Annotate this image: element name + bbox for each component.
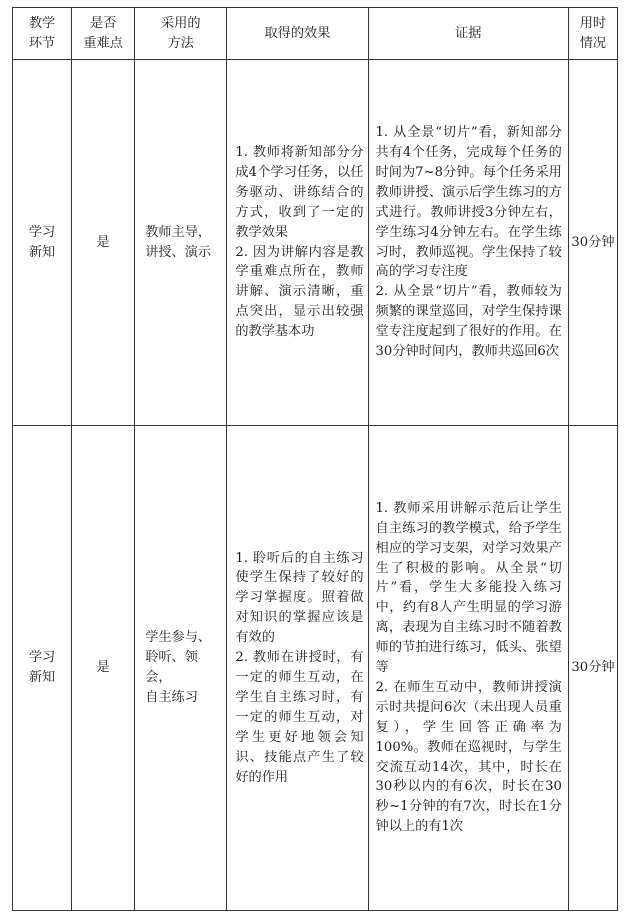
key-point-cell: 是 (72, 60, 135, 426)
header-evidence: 证据 (368, 8, 568, 60)
header-time: 用时 情况 (568, 8, 617, 60)
effect-cell: 1. 教师将新知部分分成4个学习任务，以任务驱动、讲练结合的方式，收到了一定的教学效果 2. 因为讲解内容是教学重难点所在，教师讲解、演示清晰，重点突出，显示出较强的教学基本功 (227, 60, 368, 426)
evidence-cell: 1. 从全景“切片”看，新知部分共有4个任务，完成每个任务的时间为7~8分钟。每个任务采用教师讲授、演示后学生练习的方式进行。教师讲授3分钟左右，学生练习4分钟左右。在学生练习时，教师巡视。学生保持了较高的学习专注度 2. 从全景“切片”看，教师较为频繁的课堂巡回，对学生保持课堂专注度起到了很好的作用。在30分钟时间内，教师共巡回6次 (368, 60, 568, 426)
header-effect: 取得的效果 (227, 8, 368, 60)
header-method: 采用的 方法 (135, 8, 227, 60)
table-row (13, 60, 618, 426)
stage-cell: 学习 新知 (13, 60, 72, 426)
method-cell: 学生参与、 聆听、领会， 自主练习 (135, 426, 227, 911)
header-row (13, 8, 618, 60)
method-cell: 教师主导， 讲授、演示 (135, 60, 227, 426)
stage-cell: 学习 新知 (13, 426, 72, 911)
time-cell: 30分钟 (568, 426, 617, 911)
time-cell: 30分钟 (568, 60, 617, 426)
header-stage: 教学 环节 (13, 8, 72, 60)
evidence-cell: 1. 教师采用讲解示范后让学生自主练习的教学模式，给予学生相应的学习支架，对学习效果产生了积极的影响。从全景“切片”看，学生大多能投入练习中，约有8人产生明显的学习游离，表现为自主练习时不随着教师的节拍进行练习，低头、张望等 2. 在师生互动中，教师讲授演示时共提问6次（未出现人员重复），学生回答正确率为100%。教师在巡视时，与学生交流互动14次，其中，时长在30秒以内的有6次，时长在30秒~1分钟的有7次，时长在1分钟以上的有1次 (368, 426, 568, 911)
table-row (13, 426, 618, 911)
header-key-point: 是否 重难点 (72, 8, 135, 60)
evaluation-table (12, 7, 618, 911)
effect-cell: 1. 聆听后的自主练习使学生保持了较好的学习掌握度。照着做对知识的掌握应该是有效的 2. 教师在讲授时，有一定的师生互动，在学生自主练习时，有一定的师生互动，对学生更好地领会知识、技能点产生了较好的作用 (227, 426, 368, 911)
key-point-cell: 是 (72, 426, 135, 911)
